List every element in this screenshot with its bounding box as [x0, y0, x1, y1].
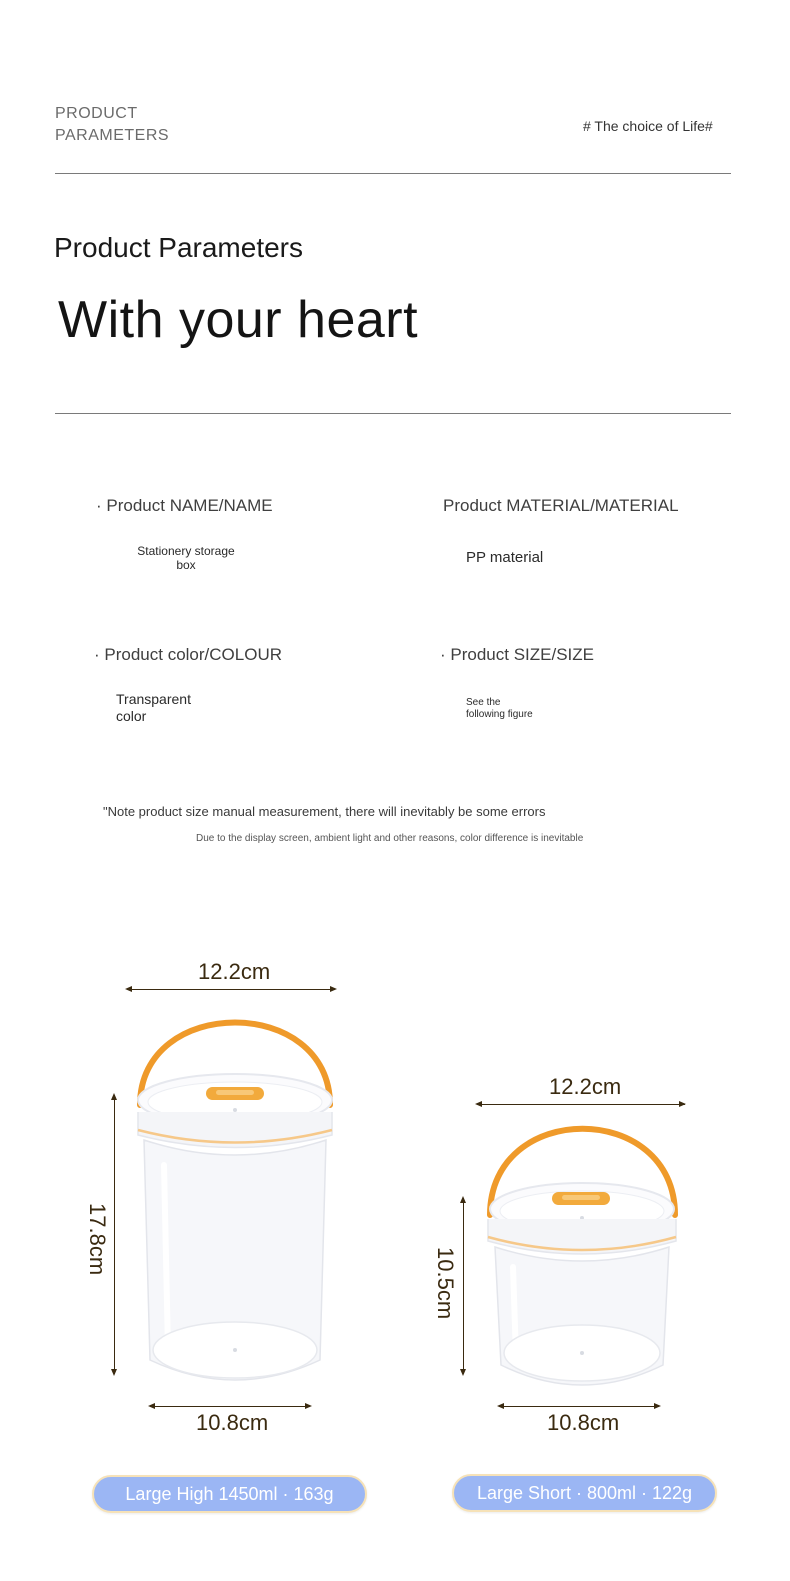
color-note: Due to the display screen, ambient light and other reasons, color difference is inevitable	[196, 833, 584, 844]
arrow-left-icon	[475, 1101, 482, 1107]
arrow-up-icon	[460, 1196, 466, 1203]
large-high-top-width-line	[127, 989, 335, 990]
section-label-line1: PRODUCT	[55, 105, 138, 122]
color-value-line1: Transparent	[116, 691, 191, 707]
large-short-container-image	[485, 1115, 680, 1395]
large-high-bottom-width: 10.8cm	[196, 1410, 269, 1435]
large-high-bottom-width-line	[150, 1406, 310, 1407]
name-label: · Product NAME/NAME	[96, 496, 273, 515]
measurement-note: "Note product size manual measurement, there will inevitably be some errors	[103, 804, 546, 819]
arrow-down-icon	[111, 1369, 117, 1376]
arrow-up-icon	[111, 1093, 117, 1100]
large-high-badge: Large High 1450ml · 163g	[92, 1475, 367, 1513]
name-value-line1: Stationery storage	[137, 544, 235, 558]
color-label: · Product color/COLOUR	[94, 645, 282, 664]
large-short-height-line	[463, 1198, 464, 1374]
product-large-short	[395, 0, 790, 1581]
material-label: Product MATERIAL/MATERIAL	[443, 496, 679, 515]
large-high-height: 17.8cm	[85, 1203, 110, 1276]
large-high-top-width: 12.2cm	[198, 959, 271, 984]
arrow-left-icon	[125, 986, 132, 992]
arrow-left-icon	[497, 1403, 504, 1409]
material-value: PP material	[466, 549, 544, 566]
large-short-badge: Large Short · 800ml · 122g	[452, 1474, 717, 1512]
arrow-right-icon	[654, 1403, 661, 1409]
size-label: · Product SIZE/SIZE	[440, 645, 594, 664]
name-value-line2: box	[176, 558, 196, 572]
size-value-line2: following figure	[466, 709, 533, 720]
page-title: With your heart	[58, 291, 419, 349]
arrow-down-icon	[460, 1369, 466, 1376]
large-short-bottom-width-line	[499, 1406, 659, 1407]
large-high-container-image	[130, 1000, 340, 1395]
arrow-right-icon	[305, 1403, 312, 1409]
arrow-right-icon	[679, 1101, 686, 1107]
arrow-right-icon	[330, 986, 337, 992]
section-label-line2: PARAMETERS	[55, 127, 170, 144]
large-short-height: 10.5cm	[433, 1247, 458, 1320]
large-short-top-width: 12.2cm	[549, 1074, 622, 1099]
large-short-bottom-width: 10.8cm	[547, 1410, 620, 1435]
large-high-height-line	[114, 1095, 115, 1374]
arrow-left-icon	[148, 1403, 155, 1409]
large-short-top-width-line	[477, 1104, 685, 1105]
size-value-line1: See the	[466, 697, 501, 708]
page-subtitle: Product Parameters	[54, 232, 303, 263]
tagline: # The choice of Life#	[583, 118, 713, 134]
color-value-line2: color	[116, 708, 147, 724]
